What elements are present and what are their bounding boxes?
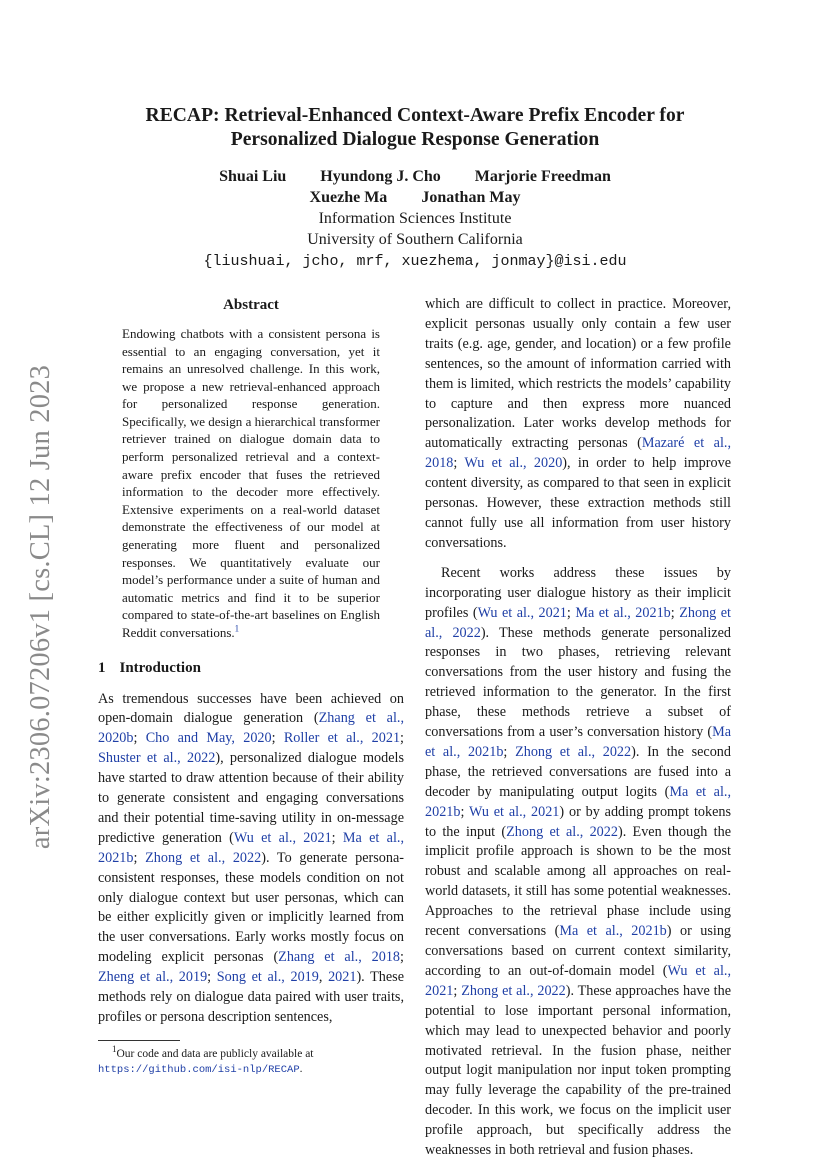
paragraph-text: Recent works address these issues by incorporating user dialogue history as their implicit profiles ( <box>425 564 731 621</box>
title-line-1: RECAP: Retrieval-Enhanced Context-Aware Prefix Encoder for <box>145 105 685 126</box>
paragraph-text: ). Even though the implicit profile approach is shown to be the most robust and scalable among all approaches on real-world datasets, it still has some potential weaknesses. Approaches to the retrieval phase include using recent conversations ( <box>425 823 731 940</box>
citation-link[interactable]: Roller et al., 2021 <box>283 730 401 747</box>
citation-link[interactable]: Zhong et al., 2022 <box>461 982 566 999</box>
section-heading-introduction <box>98 659 404 679</box>
citation-link[interactable]: Zhang et al., 2018 <box>278 949 401 966</box>
citation-link[interactable]: 2021 <box>328 969 357 986</box>
citation-link[interactable]: Mazaré et al., 2018 <box>425 435 731 472</box>
footnote-end: . <box>299 1063 303 1075</box>
code-repository-link[interactable]: https://github.com/isi-nlp/RECAP <box>98 1064 300 1076</box>
citation-link[interactable]: Song et al., 2019 <box>216 969 319 986</box>
citation-link[interactable]: Wu et al., 2021 <box>425 962 731 999</box>
right-column <box>425 295 731 1161</box>
affiliation-institute: Information Sciences Institute <box>318 210 512 227</box>
paper-title <box>100 104 730 152</box>
paragraph-text: ; <box>503 743 516 760</box>
citation-link[interactable]: Wu et al., 2021 <box>477 604 567 621</box>
author-name: Hyundong J. Cho <box>320 168 441 185</box>
paragraph-text: ; <box>271 730 284 747</box>
title-line-2: Personalized Dialogue Response Generation <box>230 129 600 150</box>
footnote <box>98 1040 404 1078</box>
paragraph-text: ; <box>453 982 462 999</box>
citation-link[interactable]: Ma et al., 2021b <box>425 783 731 820</box>
intro-paragraph-2 <box>425 564 731 1161</box>
paragraph-text: , <box>318 969 329 986</box>
paragraph-text: ), in order to help improve content diversity, as compared to that seen in explicit personas. However, these extraction methods still cannot fully use all information from user history conversations. <box>425 455 731 551</box>
footnote-divider <box>98 1040 180 1041</box>
intro-paragraph-1-continued <box>425 295 731 554</box>
affiliation <box>100 208 730 250</box>
citation-link[interactable]: Ma et al., 2021b <box>575 604 671 621</box>
abstract-body <box>122 325 380 642</box>
abstract-text: Endowing chatbots with a consistent persona is essential to an engaging conversation, yet it remains an unresolved challenge. In this work, we propose a new retrieval-enhanced approach for personalized response generation. Specifically, we design a hierarchical transformer retriever trained on dialogue domain data to perform personalized retrieval and a context-aware prefix encoder that fuses the retrieved information to the decoder more effectively. Extensive experiments on a real-world dataset demonstrate the effectiveness of our model at generating more fluent and personalized responses. We quantitatively evaluate our model’s performance under a suite of human and automatic metrics and find it to be superior compared to state-of-the-art baselines on English Reddit conversations. <box>122 325 380 640</box>
paragraph-text: ). These methods rely on dialogue data paired with user traits, profiles or persona description sentences, <box>98 969 404 1025</box>
citation-link[interactable]: Zhong et al., 2022 <box>506 823 618 840</box>
author-name: Marjorie Freedman <box>474 168 611 185</box>
paragraph-text: ; <box>133 849 146 866</box>
paper-header <box>100 104 730 272</box>
intro-paragraph-1 <box>98 690 404 1028</box>
paragraph-text: ; <box>331 829 343 846</box>
paragraph-text: ; <box>460 803 469 820</box>
arxiv-identifier: arXiv:2306.07206v1 [cs.CL] 12 Jun 2023 <box>25 364 57 850</box>
citation-link[interactable]: Ma et al., 2021b <box>559 923 667 940</box>
citation-link[interactable]: Zhang et al., 2020b <box>98 710 405 747</box>
abstract-heading: Abstract <box>223 297 279 313</box>
paragraph-text: ). These approaches have the potential to lose important personal information, which may lead to unexpected behavior and poorly motivated retrieval. In the fusion phase, neither output logit manipulation nor input token prompting may fully leverage the capability of the pre-trained decoder. In this work, we focus on the implicit user profile approach, but specifically address the weaknesses in both retrieval and fusion phases. <box>425 982 731 1159</box>
arxiv-sidebar-stamp <box>16 364 66 850</box>
left-column <box>98 296 404 1028</box>
citation-link[interactable]: Zhong et al., 2022 <box>425 604 731 641</box>
author-name: Jonathan May <box>421 189 521 206</box>
footnote-number: 1 <box>112 1044 117 1055</box>
citation-link[interactable]: Wu et al., 2021 <box>469 803 560 820</box>
paragraph-text: ; <box>133 730 146 747</box>
citation-link[interactable]: Zhong et al., 2022 <box>515 743 632 760</box>
paragraph-text: ) or by adding prompt tokens to the input ( <box>425 803 731 840</box>
paragraph-text: ) or using conversations based on current context similarity, according to an out-of-domain model ( <box>425 923 732 979</box>
paragraph-text: As tremendous successes have been achieved on open-domain dialogue generation ( <box>98 690 404 727</box>
citation-link[interactable]: Wu et al., 2021 <box>233 829 332 846</box>
paragraph-text: ; <box>400 730 404 747</box>
paragraph-text: which are difficult to collect in practice. Moreover, explicit personas usually only contain a few user traits (e.g. age, gender, and location) or a few profile sentences, so the amount of information carried with them is limited, which restricts the models’ capability to capture and then express more nuanced personalization. Later works develop methods for automatically extracting personas ( <box>425 296 731 452</box>
paragraph-text: ; <box>566 604 576 621</box>
citation-link[interactable]: Ma et al., 2021b <box>98 829 404 866</box>
paragraph-text: ). In the second phase, the retrieved conversations are fused into a decoder by manipulating output logits ( <box>425 743 731 800</box>
author-name: Xuezhe Ma <box>309 189 388 206</box>
citation-link[interactable]: Wu et al., 2020 <box>464 455 563 472</box>
section-number: 1 <box>98 659 106 676</box>
author-name: Shuai Liu <box>219 168 287 185</box>
footnote-marker[interactable]: 1 <box>234 623 240 634</box>
paragraph-text: ; <box>453 455 465 472</box>
paragraph-text: ), personalized dialogue models have started to draw attention because of their ability to generate consistent and engaging conversations and their potential time-saving utility in on-message predictive generation ( <box>98 750 404 846</box>
paragraph-text: ; <box>670 604 680 621</box>
author-list <box>100 166 730 208</box>
paragraph-text: ; <box>207 969 217 986</box>
citation-link[interactable]: Ma et al., 2021b <box>425 724 731 760</box>
citation-link[interactable]: Zheng et al., 2019 <box>98 969 208 986</box>
author-emails: {liushuai, jcho, mrf, xuezhema, jonmay}@isi.edu <box>203 253 627 270</box>
citation-link[interactable]: Zhong et al., 2022 <box>145 849 262 866</box>
paragraph-text: ). To generate persona-consistent responses, these models condition on not only dialogue context but user personas, which can be either explicitly given or implicitly learned from the user conversations. Early works mostly focus on modeling explicit personas ( <box>98 849 404 966</box>
paragraph-text: ; <box>400 949 404 966</box>
section-title: Introduction <box>119 659 201 676</box>
citation-link[interactable]: Shuster et al., 2022 <box>98 750 216 767</box>
footnote-text: Our code and data are publicly available at <box>116 1048 314 1060</box>
affiliation-university: University of Southern California <box>307 231 523 248</box>
paragraph-text: ). These methods generate personalized responses in two phases, retrieving relevant conversations from the user history and fusing the retrieved information to the generator. In the first phase, these methods retrieve a subset of conversations from a user’s conversation history ( <box>425 624 731 741</box>
citation-link[interactable]: Cho and May, 2020 <box>145 730 272 747</box>
